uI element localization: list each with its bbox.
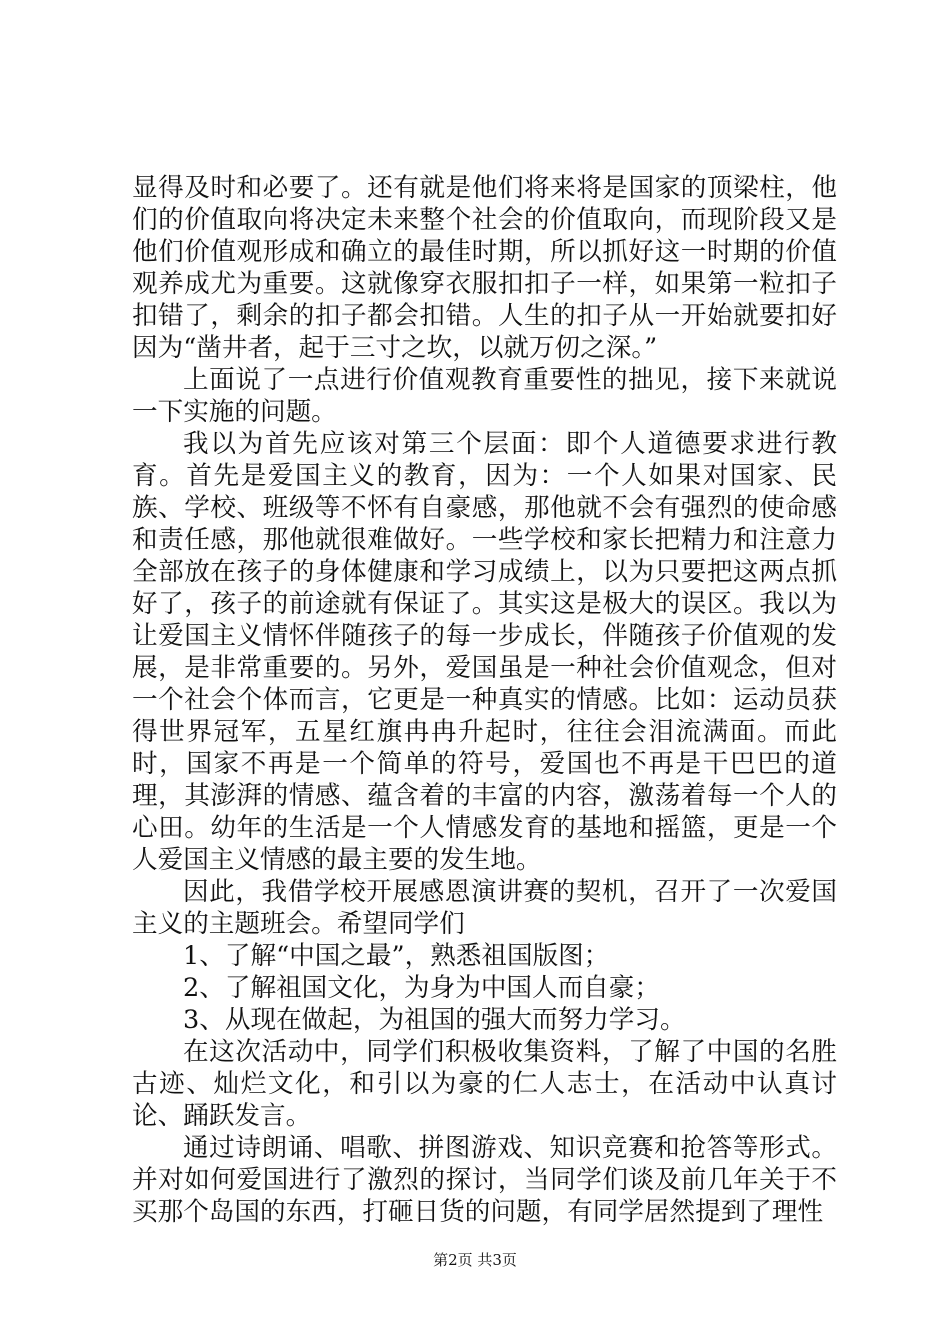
paragraph-continuation: 显得及时和必要了。还有就是他们将来将是国家的顶梁柱，他们的价值取向将决定未来整个社会的价值取向，而现阶段又是他们价值观形成和确立的最佳时期，所以抓好这一时期的价值观养成尤为重要。这就像穿衣服扣扣子一样，如果第一粒扣子扣错了，剩余的扣子都会扣错。人生的扣子从一开始就要扣好因为“凿井者，起于三寸之坎，以就万仞之深。” <box>132 173 837 363</box>
paragraph: 我以为首先应该对第三个层面：即个人道德要求进行教育。首先是爱国主义的教育，因为：一个人如果对国家、民族、学校、班级等不怀有自豪感，那他就不会有强烈的使命感和责任感，那他就很难做好。一些学校和家长把精力和注意力全部放在孩子的身体健康和学习成绩上，以为只要把这两点抓好了，孩子的前途就有保证了。其实这是极大的误区。我以为让爱国主义情怀伴随孩子的每一步成长，伴随孩子价值观的发展，是非常重要的。另外，爱国虽是一种社会价值观念，但对一个社会个体而言，它更是一种真实的情感。比如：运动员获得世界冠军，五星红旗冉冉升起时，往往会泪流满面。而此时，国家不再是一个简单的符号，爱国也不再是干巴巴的道理，其澎湃的情感、蕴含着的丰富的内容，激荡着每一个人的心田。幼年的生活是一个人情感发育的基地和摇篮，更是一个人爱国主义情感的最主要的发生地。 <box>132 429 837 875</box>
list-item: 1、了解“中国之最”，熟悉祖国版图； <box>183 941 610 971</box>
list-item: 3、从现在做起，为祖国的强大而努力学习。 <box>183 1005 686 1035</box>
paragraph: 通过诗朗诵、唱歌、拼图游戏、知识竞赛和抢答等形式。并对如何爱国进行了激烈的探讨，当同学们谈及前几年关于不买那个岛国的东西，打砸日货的问题，有同学居然提到了理性 <box>132 1133 837 1227</box>
paragraph: 因此，我借学校开展感恩演讲赛的契机，召开了一次爱国主义的主题班会。希望同学们 <box>132 877 837 939</box>
page-number-footer: 第2页 共3页 <box>433 1251 517 1269</box>
document-body <box>132 172 837 1228</box>
list-item: 2、了解祖国文化，为身为中国人而自豪； <box>183 973 660 1003</box>
paragraph: 上面说了一点进行价值观教育重要性的拙见，接下来就说一下实施的问题。 <box>132 365 837 427</box>
paragraph: 在这次活动中，同学们积极收集资料，了解了中国的名胜古迹、灿烂文化，和引以为豪的仁人志士，在活动中认真讨论、踊跃发言。 <box>132 1037 837 1131</box>
